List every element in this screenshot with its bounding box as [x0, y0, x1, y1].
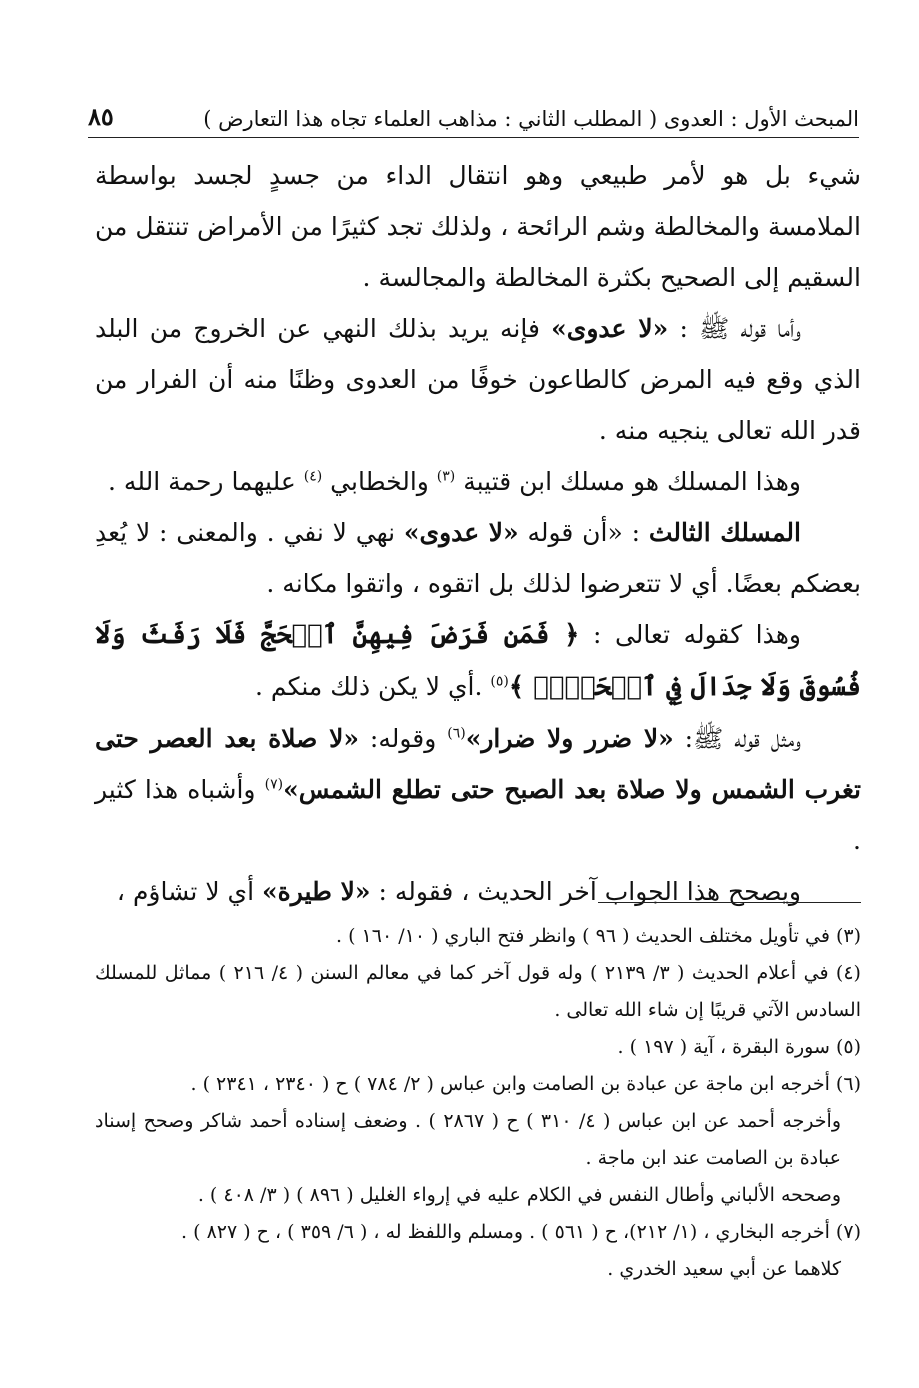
- running-head: [88, 88, 859, 138]
- footnote-4: (٤) في أعلام الحديث ( ٣/ ٢١٣٩ ) وله قول آخر كما في معالم السنن ( ٤/ ٢١٦ ) مماثل للمسلك السادس الآتي قريبًا إن شاء الله تعالى .: [95, 962, 861, 1021]
- hadith-quote: «لا عدوى»: [551, 314, 669, 343]
- footnote-6-continued: وصححه الألباني وأطال النفس في الكلام عليه في إرواء الغليل ( ٨٩٦ ) ( ٣/ ٤٠٨ ) .: [197, 1184, 841, 1206]
- p3-text-c: عليهما رحمة الله .: [108, 467, 304, 496]
- p7-text-a: ويصحح هذا الجواب آخر الحديث ، فقوله :: [370, 877, 801, 906]
- footnote-6: (٦) أخرجه ابن ماجة عن عبادة بن الصامت وابن عباس ( ٢/ ٧٨٤ ) ح ( ٢٣٤٠ ، ٢٣٤١ ) .: [190, 1073, 861, 1095]
- footnote-ref-6: (٦): [447, 725, 466, 742]
- footnote-5: (٥) سورة البقرة ، آية ( ١٩٧ ) .: [617, 1036, 861, 1058]
- footnote-7: (٧) أخرجه البخاري ، (١/ ٢١٢)، ح ( ٥٦١ ) . ومسلم واللفظ له ، ( ٦/ ٣٥٩ ) ، ح ( ٨٢٧ ) .: [181, 1221, 861, 1243]
- quran-verse: ﴿ فَمَن فَرَضَ فِيهِنَّ ٱلۡحَجَّ فَلَا رَفَثَ وَلَا فُسُوقَ وَلَا جِدَالَ فِي ٱلۡحَجِّۗ ﴾: [95, 620, 861, 702]
- header-title: المبحث الأول : العدوى ( المطلب الثاني : مذاهب العلماء تجاه هذا التعارض ): [203, 107, 859, 131]
- section-lead: المسلك الثالث: [648, 518, 801, 547]
- footnotes: [95, 918, 861, 1288]
- footnote-ref-4: (٤): [303, 468, 323, 485]
- p6-text-b: وقوله:: [358, 724, 448, 753]
- page-number: ٨٥: [88, 102, 114, 131]
- p6-text-c: وأشباه هذا كثير .: [95, 775, 861, 855]
- hadith-quote: «لا صلاة بعد العصر حتى تغرب الشمس ولا صلاة بعد الصبح حتى تطلع الشمس»: [95, 724, 861, 804]
- paragraph-3: [95, 456, 861, 507]
- paragraph-5: [95, 609, 861, 713]
- p3-text-a: وهذا المسلك هو مسلك ابن قتيبة: [455, 467, 801, 496]
- hadith-quote: «لا عدوى»: [403, 518, 519, 547]
- p4-text-a: : «أن قوله: [518, 518, 649, 547]
- p3-text-b: والخطابي: [322, 467, 437, 496]
- paragraph-4: [95, 507, 861, 609]
- paragraph-6: [95, 713, 861, 866]
- paragraph-2: [95, 303, 861, 456]
- footnote-divider: [598, 902, 861, 903]
- footnote-ref-3: (٣): [436, 468, 456, 485]
- p2-text-b: فإنه يريد بذلك النهي عن الخروج من البلد الذي وقع فيه المرض كالطاعون خوفًا من العدوى وظنًا منه أن الفرار من قدر الله تعالى ينجيه منه .: [95, 314, 861, 445]
- body-text: [95, 150, 861, 917]
- paragraph-7: [95, 866, 861, 917]
- hadith-quote: «لا طيرة»: [261, 877, 371, 906]
- p7-text-b: أي لا تشاؤم ،: [116, 877, 262, 906]
- footnote-ref-7: (٧): [264, 776, 284, 793]
- footnote-6-continued: وأخرجه أحمد عن ابن عباس ( ٤/ ٣١٠ ) ح ( ٢٨٦٧ ) . وضعف إسناده أحمد شاكر وصحح إسناد عبادة بن الصامت عند ابن ماجة .: [95, 1110, 841, 1169]
- p6-text-a: ومثل قوله ﷺ:: [673, 724, 801, 753]
- footnote-7-continued: كلاهما عن أبي سعيد الخدري .: [607, 1258, 841, 1280]
- p2-text-a: وأما قوله ﷺ :: [668, 314, 801, 343]
- p5-text-b: .أي لا يكن ذلك منكم .: [255, 672, 491, 701]
- footnote-3: (٣) في تأويل مختلف الحديث ( ٩٦ ) وانظر فتح الباري ( ١٠/ ١٦٠ ) .: [336, 925, 861, 947]
- p4-text-b: نهي لا نفي . والمعنى : لا يُعدِ بعضكم بعضًا. أي لا تتعرضوا لذلك بل اتقوه ، واتقوا مكانه .: [95, 518, 861, 598]
- p5-text-a: وهذا كقوله تعالى :: [579, 620, 802, 649]
- footnote-ref-5: (٥): [490, 673, 509, 690]
- paragraph-1: شيء بل هو لأمر طبيعي وهو انتقال الداء من جسدٍ لجسد بواسطة الملامسة والمخالطة وشم الرائحة ، ولذلك تجد كثيرًا من الأمراض تنتقل من السقيم إلى الصحيح بكثرة المخالطة والمجالسة .: [95, 161, 861, 292]
- hadith-quote: «لا ضرر ولا ضرار»: [465, 724, 674, 753]
